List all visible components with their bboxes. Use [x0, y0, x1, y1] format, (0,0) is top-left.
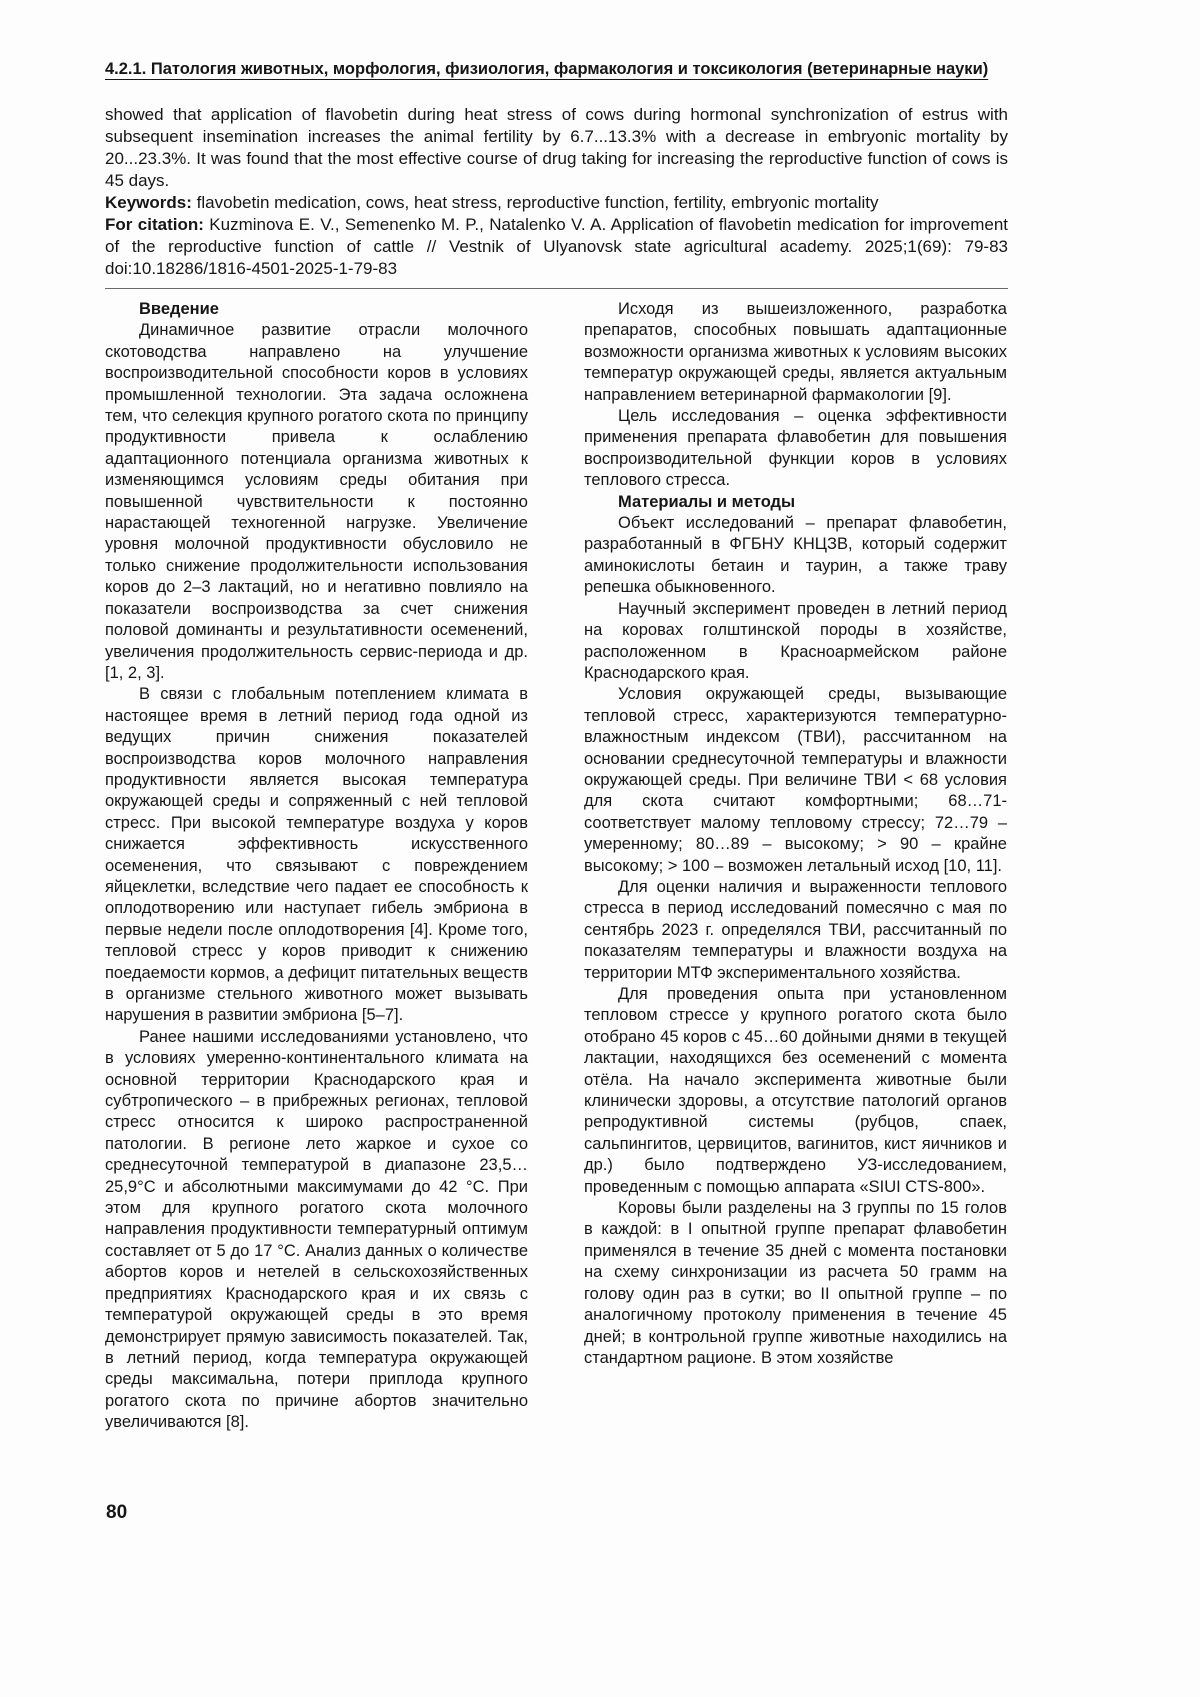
citation-line [105, 214, 1008, 280]
two-column-body [105, 299, 1008, 1434]
page-number: 80 [106, 1502, 128, 1523]
paragraph: Исходя из вышеизложенного, разработка препаратов, способных повышать адаптационные возможности организма животных к условиям высоких температур окружающей среды, является актуальным направлением ветеринарной фармакологии [9]. [584, 300, 1007, 404]
paragraph: Динамичное развитие отрасли молочного скотоводства направлено на улучшение воспроизводительной способности коров в условиях промышленной технологии. Эта задача осложнена тем, что селекция крупного рогатого скота по принципу продуктивности привела к ослаблению адаптационного потенциала организма животных к изменяющимся условиям среды обитания при повышенной чувствительности к постоянно нарастающей техногенной нагрузке. Увеличение уровня молочной продуктивности обусловило не только снижение продолжительности использования коров до 2–3 лактаций, но и негативно повлияло на показатели воспроизводства за счет снижения половой доминанты и результативности осеменений, увеличения продолжительность сервис-периода и др. [1, 2, 3]. [105, 321, 528, 682]
paragraph: Коровы были разделены на 3 группы по 15 голов в каждой: в I опытной группе препарат флавобетин применялся в течение 35 дней с момента постановки на схему синхронизации из расчета 50 грамм на голову один раз в сутки; во II опытной группе – по аналогичному протоколу применения в течение 45 дней; в контрольной группе животные находились на стандартном рационе. В этом хозяйстве [584, 1199, 1007, 1367]
paragraph: Объект исследований – препарат флавобетин, разработанный в ФГБНУ КНЦЗВ, который содержит аминокислоты бетаин и таурин, а также траву репешка обыкновенного. [584, 514, 1007, 597]
heading-introduction: Введение [139, 300, 219, 318]
right-column [584, 299, 1007, 1434]
divider-rule [105, 288, 1008, 289]
citation-label: For citation: [105, 215, 204, 234]
paragraph: Условия окружающей среды, вызывающие тепловой стресс, характеризуются температурно-влажностным индексом (ТВИ), рассчитанном на основании среднесуточной температуры и влажности окружающей среды. При величине ТВИ < 68 условия для скота считают комфортными; 68…71- соответствует малому тепловому стрессу; 72…79 – умеренному; 80…89 – высокому; > 90 – крайне высокому; > 100 – возможен летальный исход [10, 11]. [584, 685, 1007, 875]
section-header [105, 58, 1008, 80]
heading-materials-methods: Материалы и методы [618, 492, 796, 511]
left-column [105, 299, 528, 1434]
keywords-line [105, 192, 1008, 214]
paragraph: Для оценки наличия и выраженности теплового стресса в период исследований помесячно с мая по сентябрь 2023 г. определялся ТВИ, рассчитанный по показателям температуры и влажности воздуха на территории МТФ экспериментального хозяйства. [584, 877, 1007, 982]
paragraph: Цель исследования – оценка эффективности применения препарата флавобетин для повышения воспроизводительной функции коров в условиях теплового стресса. [584, 407, 1007, 490]
citation-text: Kuzminova E. V., Semenenko M. P., Natalenko V. A. Application of flavobetin medication for improvement of the reproductive function of cattle // Vestnik of Ulyanovsk state agricultural academy. 2025;1(69): 79-83 doi:10.18286/1816-4501-2025-1-79-83 [105, 215, 1008, 278]
abstract-continuation-text: showed that application of flavobetin during heat stress of cows during hormonal synchronization of estrus with subsequent insemination increases the animal fertility by 6.7...13.3% with a decrease in embryonic mortality by 20...23.3%. It was found that the most effective course of drug taking for increasing the reproductive function of cows is 45 days. [105, 105, 1008, 190]
section-header-text: 4.2.1. Патология животных, морфология, физиология, фармакология и токсикология (ветеринарные науки) [105, 60, 989, 78]
paragraph: Ранее нашими исследованиями установлено, что в условиях умеренно-континентального климата на основной территории Краснодарского края и субтропического – в прибрежных регионах, тепловой стресс относится к широко распространенной патологии. В регионе лето жаркое и сухое со среднесуточной температурой в диапазоне 23,5…25,9°С и абсолютными максимумами до 42 °С. При этом для крупного рогатого скота молочного направления продуктивности температурный оптимум составляет от 5 до 17 °С. Анализ данных о количестве абортов коров и нетелей в сельскохозяйственных предприятиях Краснодарского края и их связь с температурой окружающей среды в это время демонстрирует прямую зависимость показателей. Так, в летний период, когда температура окружающей среды максимальна, потери приплода крупного рогатого скота по причине абортов значительно увеличиваются [8]. [105, 1027, 528, 1432]
paragraph: Научный эксперимент проведен в летний период на коровах голштинской породы в хозяйстве, расположенном в Красноармейском районе Краснодарского края. [584, 599, 1007, 682]
paragraph: В связи с глобальным потеплением климата в настоящее время в летний период года одной из ведущих причин снижения показателей воспроизводства коров молочного направления продуктивности является высокая температура окружающей среды и сопряженный с ней тепловой стресс. При высокой температуре воздуха у коров снижается эффективность искусственного осеменения, что связывают с повреждением яйцеклетки, вследствие чего падает ее способность к оплодотворению или наступает гибель эмбриона в первые недели после оплодотворения [4]. Кроме того, тепловой стресс у коров приводит к снижению поедаемости кормов, а дефицит питательных веществ в организме стельного животного может вызывать нарушения в развитии эмбриона [5–7]. [105, 685, 528, 1025]
page-content [105, 58, 1008, 1434]
keywords-label: Keywords: [105, 193, 192, 212]
paragraph: Для проведения опыта при установленном тепловом стрессе у крупного рогатого скота было отобрано 45 коров с 45…60 дойными днями в текущей лактации, находящихся без осеменений с момента отёла. На начало эксперимента животные были клинически здоровы, а отсутствие патологий органов репродуктивной системы (рубцов, спаек, сальпингитов, цервицитов, вагинитов, кист яичников и др.) было подтверждено УЗ-исследованием, проведенным с помощью аппарата «SIUI CTS-800». [584, 985, 1007, 1196]
keywords-text: flavobetin medication, cows, heat stress, reproductive function, fertility, embryonic mortality [196, 193, 879, 212]
abstract-meta-block [105, 104, 1008, 280]
